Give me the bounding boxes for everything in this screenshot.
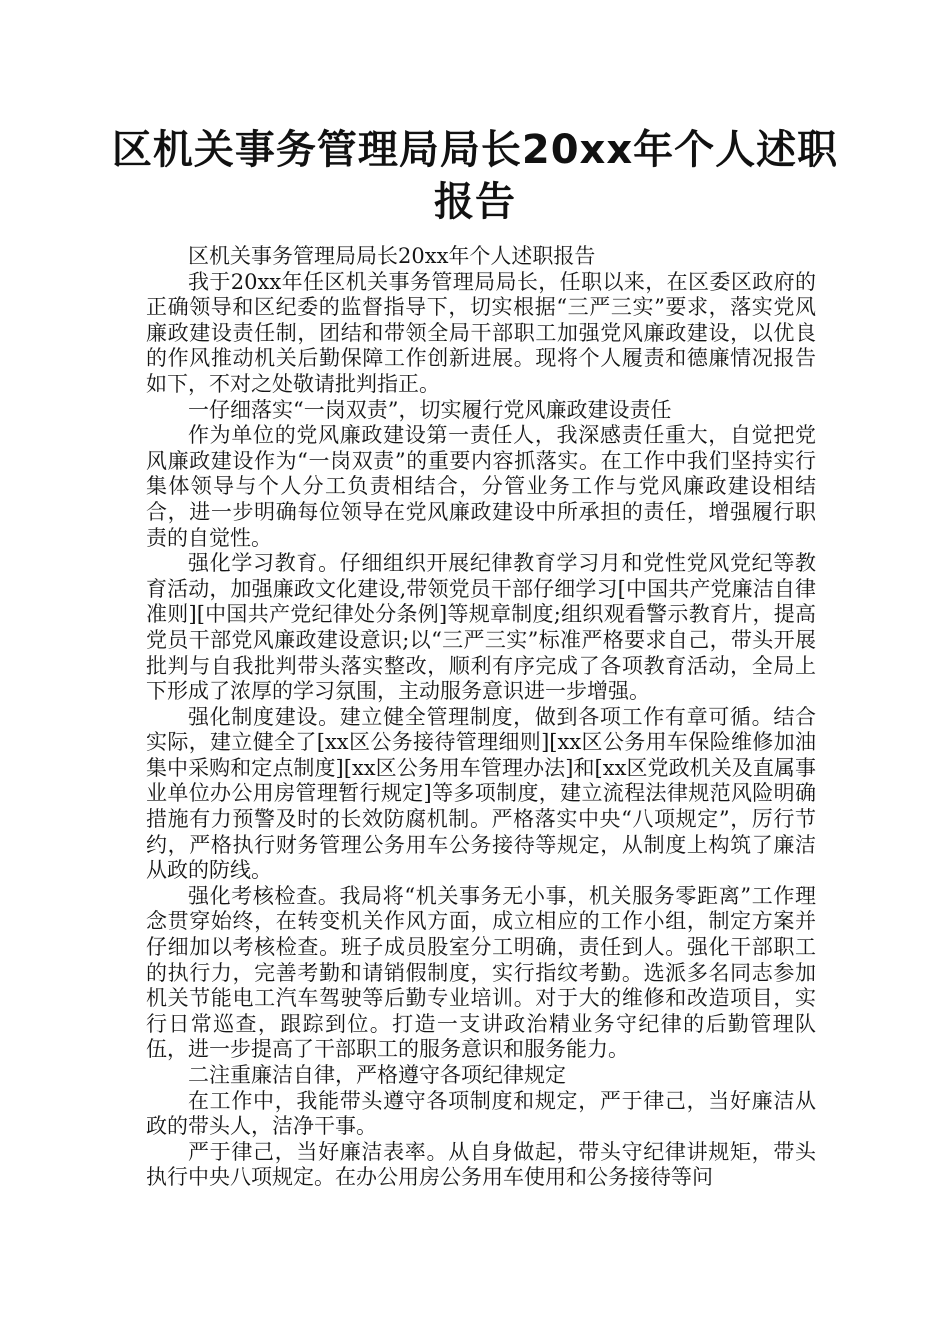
section-heading-1: 一仔细落实“一岗双责”，切实履行党风廉政建设责任 bbox=[188, 397, 672, 422]
paragraph-subtitle: 区机关事务管理局局长20xx年个人述职报告 bbox=[188, 244, 596, 268]
document-title: 区机关事务管理局局长20xx年个人述职报告 bbox=[111, 127, 839, 225]
paragraph-self-discipline: 在工作中，我能带头遵守各项制度和规定，严于律己，当好廉洁从政的带头人，洁净干事。 bbox=[146, 1088, 816, 1139]
paragraph-assessment-inspection: 强化考核检查。我局将“机关事务无小事，机关服务零距离”工作理念贯穿始终，在转变机关作风方面，成立相应的工作小组，制定方案并仔细加以考核检查。班子成员股室分工明确，责任到人。强化干部职工的执行力，完善考勤和请销假制度，实行指纹考勤。选派多名同志参加机关节能电工汽车驾驶等后勤专业培训。对于大的维修和改造项目，实行日常巡查，跟踪到位。打造一支讲政治精业务守纪律的后勤管理队伍，进一步提高了干部职工的服务意识和服务能力。 bbox=[146, 883, 816, 1062]
paragraph-study-education: 强化学习教育。仔细组织开展纪律教育学习月和党性党风党纪等教育活动，加强廉政文化建设,带领党员干部仔细学习[中国共产党廉洁自律准则][中国共产党纪律处分条例]等规章制度;组织观看警示教育片，提高党员干部党风廉政建设意识;以“三严三实”标准严格要求自己，带头开展批判与自我批判带头落实整改，顺利有序完成了各项教育活动，全局上下形成了浓厚的学习氛围，主动服务意识进一步增强。 bbox=[146, 551, 816, 704]
document-body bbox=[146, 244, 816, 1191]
section-heading-2: 二注重廉洁自律，严格遵守各项纪律规定 bbox=[188, 1063, 566, 1087]
paragraph-introduction: 我于20xx年任区机关事务管理局局长，任职以来，在区委区政府的正确领导和区纪委的监督指导下，切实根据“三严三实”要求，落实党风廉政建设责任制，团结和带领全局干部职工加强党风廉政建设，以优良的作风推动机关后勤保障工作创新进展。现将个人履责和德廉情况报告如下，不对之处敬请批判指正。 bbox=[146, 269, 816, 396]
paragraph-responsibility: 作为单位的党风廉政建设第一责任人，我深感责任重大，自觉把党风廉政建设作为“一岗双责”的重要内容抓落实。在工作中我们坚持实行集体领导与个人分工负责相结合，分管业务工作与党风廉政建设相结合，进一步明确每位领导在党风廉政建设中所承担的责任，增强履行职责的自觉性。 bbox=[146, 423, 816, 550]
paragraph-system-building: 强化制度建设。建立健全管理制度，做到各项工作有章可循。结合实际，建立健全了[xx区公务接待管理细则][xx区公务用车保险维修加油集中采购和定点制度][xx区公务用车管理办法]和[xx区党政机关及直属事业单位办公用房管理暂行规定]等多项制度，建立流程法律规范风险明确措施有力预警及时的长效防腐机制。严格落实中央“八项规定”，厉行节约，严格执行财务管理公务用车公务接待等规定，从制度上构筑了廉洁从政的防线。 bbox=[146, 704, 816, 883]
paragraph-integrity-example: 严于律己，当好廉洁表率。从自身做起，带头守纪律讲规矩，带头执行中央八项规定。在办公用房公务用车使用和公务接待等问 bbox=[146, 1139, 816, 1190]
